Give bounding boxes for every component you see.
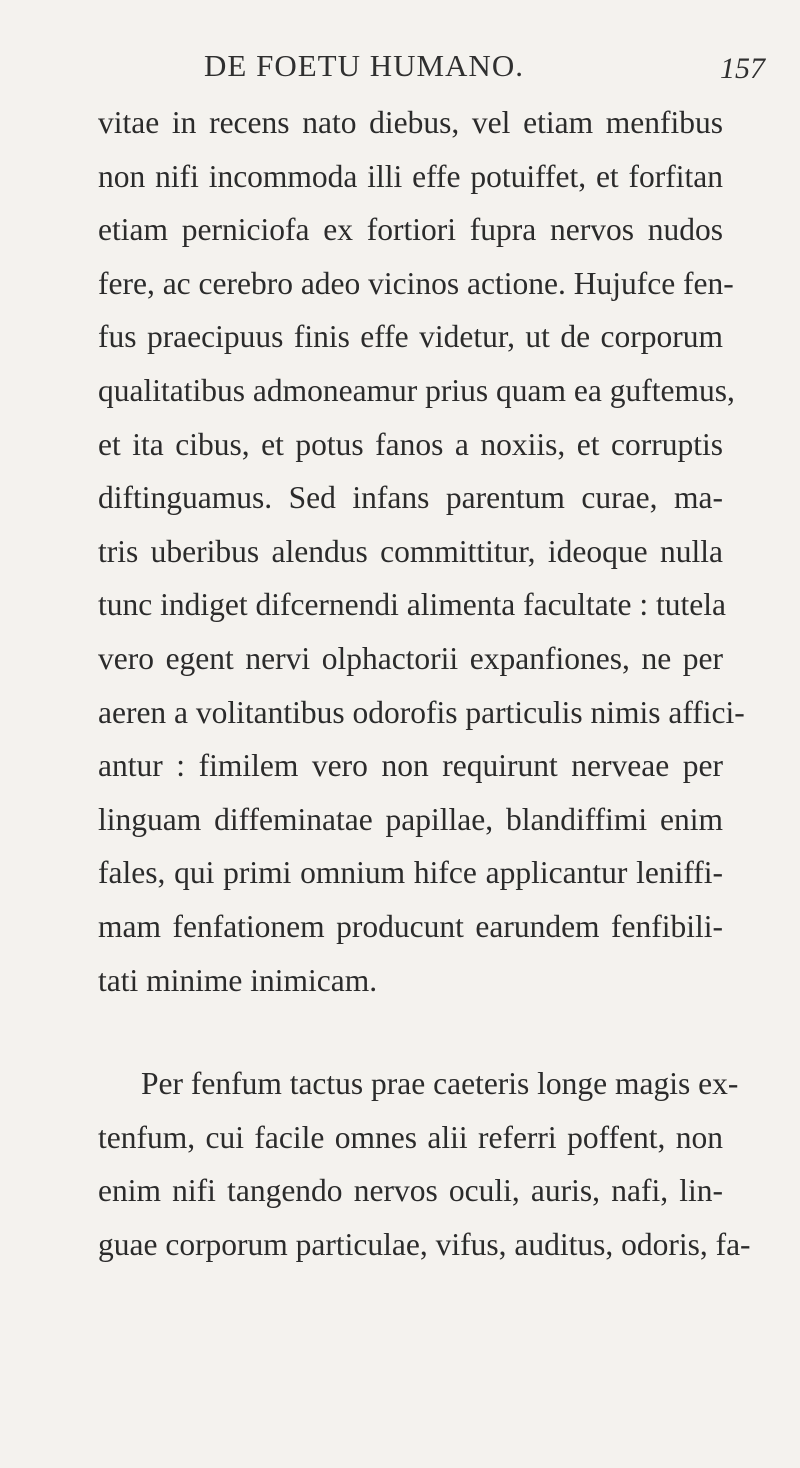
text-line: antur : fimilem vero non requirunt nerveae per (98, 748, 723, 784)
text-line: fus praecipuus finis effe videtur, ut de corporum (98, 319, 723, 355)
paragraph-1 (98, 96, 745, 1007)
text-line: et ita cibus, et potus fanos a noxiis, et corruptis (98, 426, 723, 462)
text-line: guae corporum particulae, vifus, auditus, odoris, fa- (98, 1226, 751, 1262)
text-line: enim nifi tangendo nervos oculi, auris, nafi, lin- (98, 1173, 723, 1209)
text-line: mam fenfationem producunt earundem fenfibili- (98, 908, 723, 944)
text-line: diftinguamus. Sed infans parentum curae, ma- (98, 480, 723, 516)
text-line: tenfum, cui facile omnes alii referri poffent, non (98, 1119, 723, 1155)
text-line: vitae in recens nato diebus, vel etiam menfibus (98, 105, 723, 140)
page-number: 157 (720, 52, 765, 85)
text-line: fales, qui primi omnium hifce applicantur leniffi- (98, 855, 723, 891)
text-line: etiam perniciofa ex fortiori fupra nervos nudos (98, 212, 723, 248)
text-line: tati minime inimicam. (98, 962, 378, 998)
body-text (98, 96, 751, 1271)
running-title: DE FOETU HUMANO. (204, 48, 524, 83)
text-line: qualitatibus admoneamur prius quam ea guftemus, (98, 372, 735, 408)
paragraph-2 (98, 1057, 751, 1271)
text-line: linguam diffeminatae papillae, blandiffimi enim (98, 801, 723, 837)
text-line: fere, ac cerebro adeo vicinos actione. Hujufce fen- (98, 265, 734, 301)
text-line: vero egent nervi olphactorii expanfiones, ne per (98, 640, 723, 676)
text-line: Per fenfum tactus prae caeteris longe magis ex- (141, 1066, 739, 1102)
text-line: non nifi incommoda illi effe potuiffet, et forfitan (98, 158, 723, 194)
paragraph-gap (98, 1007, 723, 1057)
text-line: tunc indiget difcernendi alimenta facultate : tutela (98, 587, 726, 623)
text-line: aeren a volitantibus odorofis particulis nimis affici- (98, 694, 745, 730)
text-line: tris uberibus alendus committitur, ideoque nulla (98, 533, 723, 569)
